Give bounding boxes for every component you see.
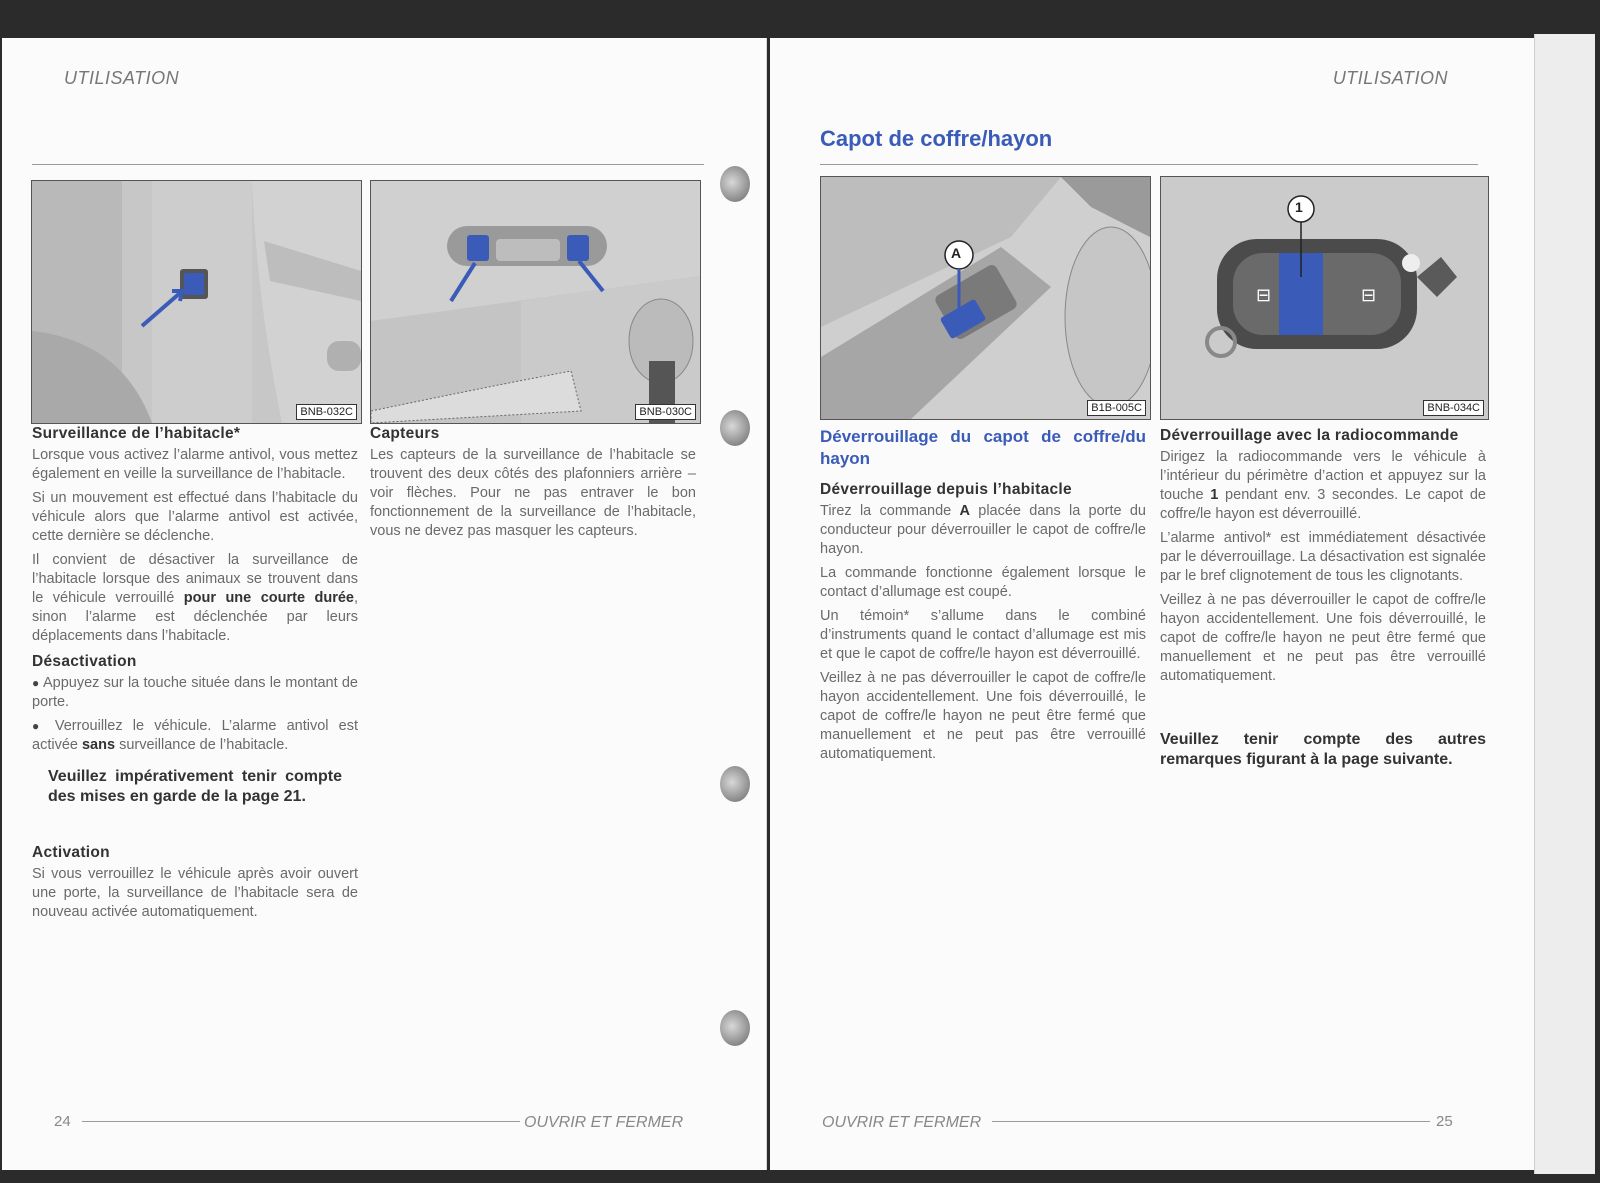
right-column-2	[1160, 426, 1486, 770]
left-column-2	[370, 424, 696, 546]
text-run: pendant env. 3 secondes. Le capot de coffre/le hayon est déverrouillé.	[1160, 487, 1486, 522]
callout-label: 1	[1295, 199, 1303, 215]
svg-text:⊟: ⊟	[1256, 285, 1272, 306]
section-title-capteurs: Capteurs	[370, 425, 440, 442]
bold-run: sans	[81, 737, 116, 753]
text-run: Verrouillez le véhicule. L’alarme antivol est activée	[32, 718, 358, 753]
paragraph: Veillez à ne pas déverrouiller le capot de coffre/le hayon accidentellement. Une fois déverrouillé, le capot de coffre/le hayon ne peut être fermé que manuellement et ne peut pas être verrouillé automatiquement.	[1160, 592, 1486, 684]
footer-rule	[992, 1121, 1430, 1122]
binder-hole	[720, 166, 750, 202]
section-title-activation: Activation	[32, 844, 110, 861]
paragraph: La commande fonctionne également lorsque le contact d’allumage est coupé.	[820, 565, 1146, 600]
page-edge	[1534, 34, 1595, 1174]
figure-code: BNB-032C	[296, 404, 357, 420]
door-release-illustration	[821, 177, 1150, 419]
bold-run: pour une courte durée	[183, 590, 354, 606]
figure-door-pillar-button	[31, 180, 362, 424]
paragraph: Un témoin* s’allume dans le combiné d’instruments quand le contact d’allumage est mis et que le capot de coffre/le hayon est déverrouillé.	[820, 608, 1146, 662]
footer-rule	[82, 1121, 520, 1122]
paragraph: Si vous verrouillez le véhicule après avoir ouvert une porte, la surveillance de l’habitacle sera de nouveau activée automatiquement.	[32, 866, 358, 920]
left-header: UTILISATION	[64, 68, 180, 88]
binder-hole	[720, 766, 750, 802]
section-title-desactivation: Désactivation	[32, 653, 137, 670]
paragraph: Lorsque vous activez l’alarme antivol, vous mettez également en veille la surveillance de l’habitacle.	[32, 447, 358, 482]
figure-code: B1B-005C	[1087, 400, 1146, 416]
paragraph	[820, 502, 1146, 559]
bullet-item	[32, 717, 358, 755]
left-header-rule	[32, 164, 704, 165]
right-column-1	[820, 426, 1146, 769]
bullet-item: ● Appuyez sur la touche située dans le montant de porte.	[32, 674, 358, 712]
heading-depuis-habitacle: Déverrouillage depuis l’habitacle	[820, 481, 1072, 498]
figure-code: BNB-034C	[1423, 400, 1484, 416]
heading-radiocommande: Déverrouillage avec la radiocommande	[1160, 427, 1459, 444]
paragraph	[1160, 448, 1486, 524]
binder-hole	[720, 410, 750, 446]
interior-light-illustration	[371, 181, 700, 423]
door-pillar-illustration	[32, 181, 361, 423]
subsection-title-deverrouillage: Déverrouillage du capot de coffre/du hayon	[820, 427, 1146, 468]
right-page	[770, 38, 1536, 1170]
paragraph	[32, 551, 358, 646]
left-column-1	[32, 424, 358, 927]
text-run: surveillance de l’habitacle.	[115, 737, 289, 753]
figure-remote-key	[1160, 176, 1489, 420]
svg-text:⊟: ⊟	[1361, 285, 1377, 306]
paragraph: Si un mouvement est effectué dans l’habitacle du véhicule alors que l’alarme antivol est activée, cette dernière se déclenche.	[32, 490, 358, 544]
callout-label: A	[951, 245, 962, 261]
paragraph: Veillez à ne pas déverrouiller le capot de coffre/le hayon accidentellement. Une fois déverrouillé, le capot de coffre/le hayon ne peut être fermé que manuellement et ne peut pas être verrouillé automatiquement.	[820, 670, 1146, 762]
text-run: Dirigez la radiocommande vers le véhicule à l’intérieur du périmètre d’action et appuyez sur la touche	[1160, 449, 1486, 503]
binder-hole	[720, 1010, 750, 1046]
warning-note: Veuillez impérativement tenir compte des mises en garde de la page 21.	[48, 768, 342, 805]
section-title-surveillance: Surveillance de l’habitacle*	[32, 425, 241, 442]
text-run: placée dans la porte du conducteur pour déverrouiller le capot de coffre/le hayon.	[820, 503, 1146, 557]
note-next-page: Veuillez tenir compte des autres remarques figurant à la page suivante.	[1160, 731, 1486, 768]
right-header: UTILISATION	[1332, 68, 1448, 88]
text-run: Il convient de désactiver la surveillance de l’habitacle lorsque des animaux se trouvent dans le véhicule verrouillé	[32, 552, 358, 606]
page-number: 25	[1436, 1113, 1453, 1130]
right-header-rule	[820, 164, 1478, 165]
bold-run: A	[959, 503, 970, 519]
bold-run: 1	[1210, 487, 1219, 503]
footer-label: OUVRIR ET FERMER	[822, 1114, 982, 1131]
text-run: , sinon l’alarme est déclenchée par leurs déplacements dans l’habitacle.	[32, 590, 358, 644]
figure-code: BNB-030C	[635, 404, 696, 420]
left-page	[2, 38, 767, 1170]
figure-interior-light-sensors	[370, 180, 701, 424]
section-title-capot: Capot de coffre/hayon	[820, 126, 1053, 151]
remote-key-illustration	[1161, 177, 1488, 419]
text-run: Tirez la commande	[820, 503, 960, 519]
paragraph: Les capteurs de la surveillance de l’habitacle se trouvent des deux côtés des plafonniers arrière – voir flèches. Pour ne pas entraver le bon fonctionnement de la surveillance de l’habitacle, vous ne devez pas masquer les capteurs.	[370, 447, 696, 539]
figure-door-release-lever	[820, 176, 1151, 420]
paragraph: L’alarme antivol* est immédiatement désactivée par le déverrouillage. La désactivation est signalée par le bref clignotement de tous les clignotants.	[1160, 530, 1486, 584]
footer-label: OUVRIR ET FERMER	[524, 1114, 684, 1131]
page-number: 24	[54, 1113, 71, 1130]
